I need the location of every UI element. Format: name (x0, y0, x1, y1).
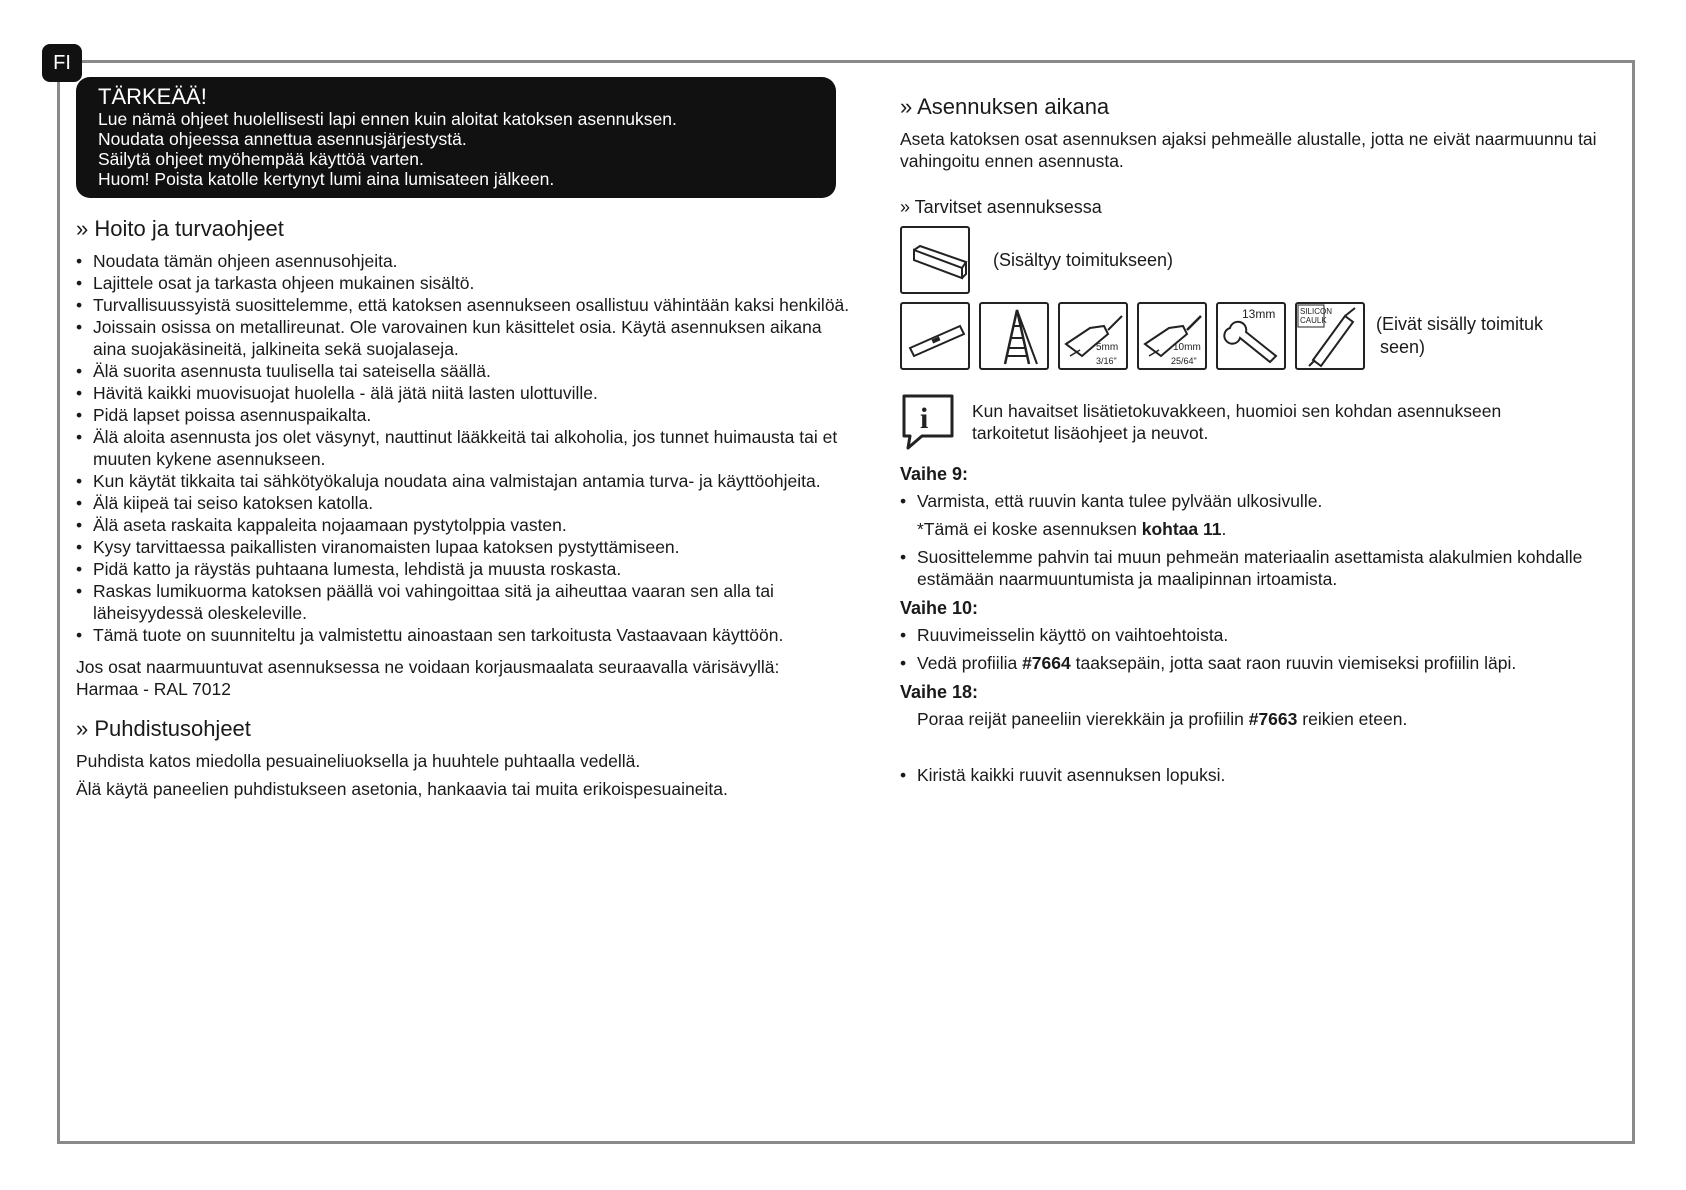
important-line: Säilytä ohjeet myöhempää käyttöä varten. (98, 149, 424, 169)
important-notice (76, 77, 836, 198)
step-9-title: Vaihe 9: (900, 464, 969, 484)
paint-note: Jos osat naarmuuntuvat asennuksessa ne voidaan korjausmaalata seuraavalla värisävyllä: (76, 657, 780, 677)
step-9-note-bold: kohtaa 11 (1141, 519, 1222, 539)
step-18-title: Vaihe 18: (900, 682, 979, 702)
important-line: Huom! Poista katolle kertynyt lumi aina lumisateen jälkeen. (98, 169, 555, 189)
tools-included-row (900, 226, 1600, 294)
step-9-item: • Suosittelemme pahvin tai muun pehmeän materiaalin asettamista alakulmien kohdalle estämään naarmuuntumista ja maalipinnan irtoamista. (900, 546, 1600, 590)
step-9-note-text: *Tämä ei koske asennuksen (917, 519, 1142, 539)
important-line: Lue nämä ohjeet huolellisesti lapi ennen kuin aloitat katoksen asennuksen. (98, 109, 677, 129)
step-10-item (900, 652, 1600, 674)
wrench-13mm-icon (1216, 302, 1286, 370)
cleaning-heading: » Puhdistusohjeet (76, 716, 251, 741)
step-10-item: • Ruuvimeisselin käyttö on vaihtoehtoista. (900, 624, 1600, 646)
info-icon (900, 392, 956, 452)
care-item: • Lajittele osat ja tarkasta ohjeen mukainen sisältö. (76, 272, 852, 294)
step-18-text-bold: #7663 (1248, 709, 1298, 729)
caulk-text: SILICON (1300, 307, 1333, 316)
paint-color: Harmaa - RAL 7012 (76, 679, 231, 699)
tools-heading: » Tarvitset asennuksessa (900, 197, 1102, 217)
tools-not-included-row (900, 302, 1600, 370)
care-list (76, 250, 852, 646)
care-item: • Kun käytät tikkaita tai sähkötyökaluja noudata aina valmistajan antamia turva- ja käyttöohjeita. (76, 470, 852, 492)
left-column (76, 214, 852, 800)
step-9-list-2 (900, 546, 1600, 590)
drill1-inch: 3/16" (1096, 356, 1117, 366)
info-text: Kun havaitset lisätietokuvakkeen, huomioi sen kohdan asennukseen tarkoitetut lisäohjeet ja neuvot. (972, 401, 1502, 443)
step-10-item-text: Vedä profiilia (917, 653, 1023, 673)
drill2-size: 10mm (1173, 342, 1201, 353)
tools-section (900, 226, 1600, 370)
care-item: • Noudata tämän ohjeen asennusohjeita. (76, 250, 852, 272)
wrench-size: 13mm (1242, 307, 1276, 321)
step-9-note (900, 518, 1600, 540)
silicon-caulk-icon (1295, 302, 1365, 370)
cleaning-line: Puhdista katos miedolla pesuaineliuoksella ja huuhtele puhtaalla vedellä. (76, 751, 641, 771)
care-item: • Tämä tuote on suunniteltu ja valmistettu ainoastaan sen tarkoitusta Vastaavaan käyttöön. (76, 624, 852, 646)
caulk-text: CAULK (1300, 316, 1327, 325)
drill-10mm-icon (1137, 302, 1207, 370)
during-text: Aseta katoksen osat asennuksen ajaksi pehmeälle alustalle, jotta ne eivät naarmuunnu tai vahingoitu ennen asennusta. (900, 129, 1597, 171)
care-item: • Turvallisuussyistä suosittelemme, että katoksen asennukseen osallistuu vähintään kaksi henkilöä. (76, 294, 852, 316)
drill2-inch: 25/64" (1171, 356, 1197, 366)
care-item: • Kysy tarvittaessa paikallisten viranomaisten lupaa katoksen pystyttämiseen. (76, 536, 852, 558)
info-note (900, 392, 1600, 452)
step-18-text-start: Poraa reijät paneeliin vierekkäin ja profiilin (917, 709, 1249, 729)
drill1-size: 5mm (1096, 342, 1119, 353)
final-list (900, 764, 1600, 786)
care-item: • Pidä katto ja räystäs puhtaana lumesta, lehdistä ja muusta roskasta. (76, 558, 852, 580)
step-18-text-end: reikien eteen. (1297, 709, 1408, 729)
care-item: • Raskas lumikuorma katoksen päällä voi vahingoittaa sitä ja aiheuttaa vaaran sen alla tai läheisyydessä oleskeleville. (76, 580, 852, 624)
care-item: • Pidä lapset poissa asennuspaikalta. (76, 404, 852, 426)
included-label: (Sisältyy toimitukseen) (993, 249, 1174, 270)
step-9-list (900, 490, 1600, 512)
final-item: • Kiristä kaikki ruuvit asennuksen lopuksi. (900, 764, 1600, 786)
cleaning-line: Älä käytä paneelien puhdistukseen asetonia, hankaavia tai muita erikoispesuaineita. (76, 779, 728, 799)
right-column (900, 92, 1600, 792)
step-9-item: • Varmista, että ruuvin kanta tulee pylvään ulkosivulle. (900, 490, 1600, 512)
care-item: • Älä aseta raskaita kappaleita nojaamaan pystytolppia vasten. (76, 514, 852, 536)
important-title: TÄRKEÄÄ! (98, 84, 207, 109)
level-icon (900, 302, 970, 370)
not-included-label-line: seen) (1380, 337, 1426, 357)
care-item: • Älä aloita asennusta jos olet väsynyt, nauttinut lääkkeitä tai alkoholia, jos tunnet huimausta tai et muuten kykene asennukseen. (76, 426, 852, 470)
important-line: Noudata ohjeessa annettua asennusjärjestystä. (98, 129, 467, 149)
care-item: • Hävitä kaikki muovisuojat huolella - älä jätä niitä lasten ulottuville. (76, 382, 852, 404)
not-included-label-line: (Eivät sisälly toimituk (1376, 314, 1544, 334)
care-item: • Älä suorita asennusta tuulisella tai sateisella säällä. (76, 360, 852, 382)
ladder-icon (979, 302, 1049, 370)
step-10-title: Vaihe 10: (900, 598, 979, 618)
step-10-list (900, 624, 1600, 674)
care-heading: » Hoito ja turvaohjeet (76, 216, 284, 241)
step-9-note-end: . (1221, 519, 1227, 539)
not-included-label (1376, 313, 1543, 359)
step-10-item-bold: #7664 (1022, 653, 1071, 673)
step-18-text (900, 708, 1600, 730)
drill-5mm-icon (1058, 302, 1128, 370)
language-badge: FI (42, 44, 82, 82)
step-10-item-end: taaksepäin, jotta saat raon ruuvin viemiseksi profiilin läpi. (1070, 653, 1517, 673)
info-icon-letter: i (920, 402, 929, 435)
care-item: • Joissain osissa on metallireunat. Ole varovainen kun käsittelet osia. Käytä asennuksen aikana aina suojakäsineitä, jalkineita sekä suojalaseja. (76, 316, 852, 360)
profile-tool-icon (900, 226, 970, 294)
during-heading: » Asennuksen aikana (900, 94, 1110, 119)
care-item: • Älä kiipeä tai seiso katoksen katolla. (76, 492, 852, 514)
